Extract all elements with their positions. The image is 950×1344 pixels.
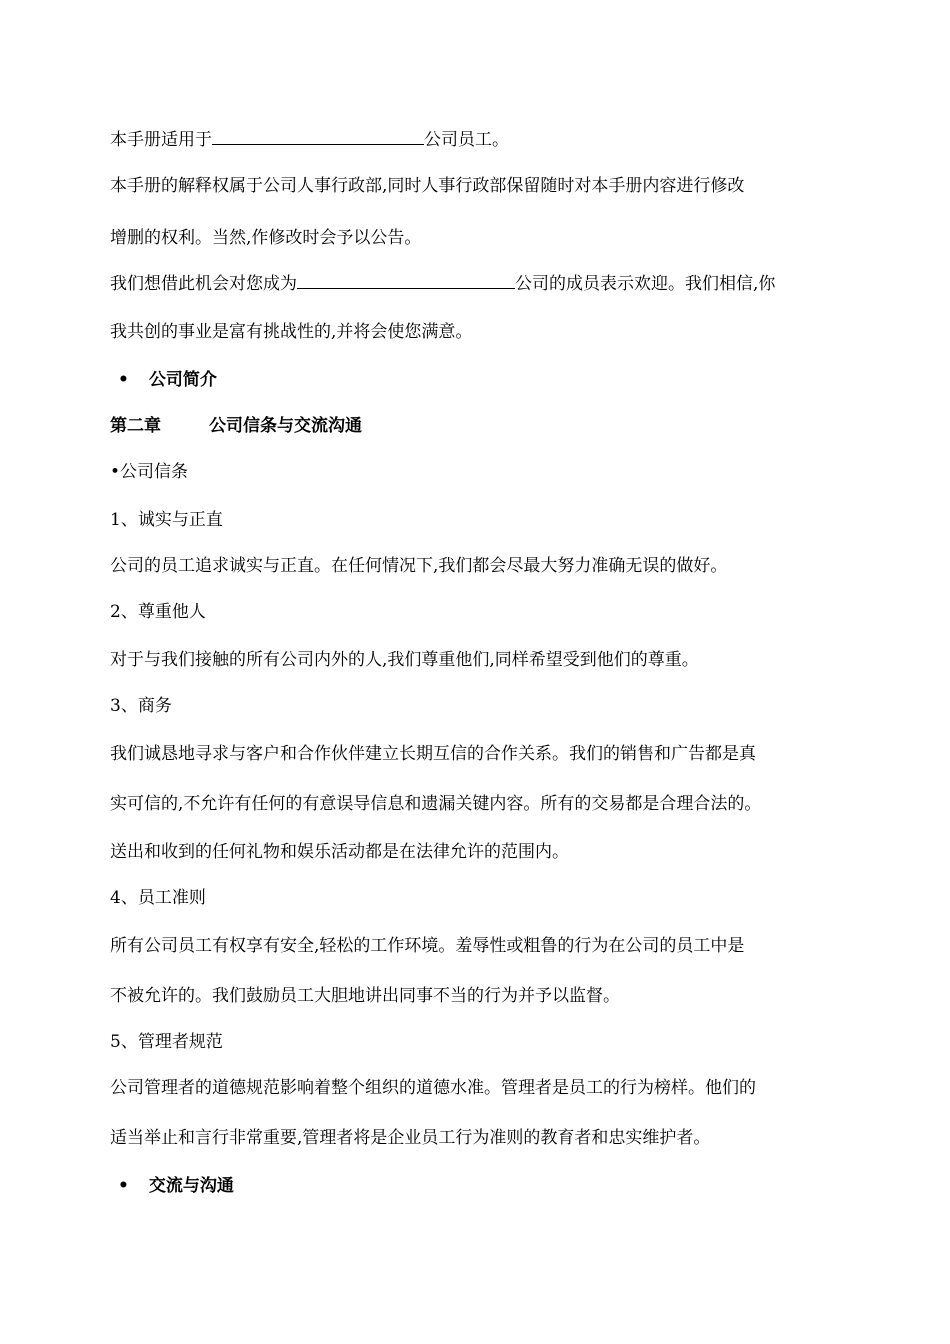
creed-item-text-4-2: 不被允许的。我们鼓励员工大胆地讲出同事不当的行为并予以监督。 [110, 986, 620, 1006]
interpretation-line-2: 增删的权利。当然,作修改时会予以公告。 [110, 228, 422, 248]
creed-item-title-3: 3、商务 [110, 696, 172, 716]
creed-item-text-4-1: 所有公司员工有权享有安全,轻松的工作环境。羞辱性或粗鲁的行为在公司的员工中是 [110, 936, 745, 956]
communication-heading [118, 1174, 234, 1198]
creed-item-text-2-1: 对于与我们接触的所有公司内外的人,我们尊重他们,同样希望受到他们的尊重。 [110, 650, 699, 670]
bullet-icon: • [118, 370, 129, 390]
chapter-title: 公司信条与交流沟通 [209, 416, 362, 436]
welcome-line-2: 我共创的事业是富有挑战性的,并将会使您满意。 [110, 322, 473, 342]
creed-item-text-3-3: 送出和收到的任何礼物和娱乐活动都是在法律允许的范围内。 [110, 842, 569, 862]
creed-item-text-3-2: 实可信的,不允许有任何的有意误导信息和遗漏关键内容。所有的交易都是合理合法的。 [110, 794, 762, 814]
welcome-prefix: 我们想借此机会对您成为 [110, 274, 297, 294]
creed-item-text-1-1: 公司的员工追求诚实与正直。在任何情况下,我们都会尽最大努力准确无误的做好。 [110, 556, 728, 576]
bullet-icon: • [118, 1176, 129, 1196]
creed-item-title-5: 5、管理者规范 [110, 1032, 223, 1052]
company-name-blank-2 [297, 270, 515, 289]
chapter-heading [110, 414, 362, 438]
company-intro-heading [118, 368, 217, 392]
company-intro-title: 公司简介 [148, 370, 217, 390]
creed-item-text-5-2: 适当举止和言行非常重要,管理者将是企业员工行为准则的教育者和忠实维护者。 [110, 1128, 711, 1148]
creed-heading: •公司信条 [110, 462, 189, 482]
creed-item-text-3-1: 我们诚恳地寻求与客户和合作伙伴建立长期互信的合作关系。我们的销售和广告都是真 [110, 744, 756, 764]
communication-title: 交流与沟通 [148, 1176, 234, 1196]
company-name-blank [212, 126, 424, 145]
applies-suffix: 公司员工。 [424, 130, 509, 150]
welcome-suffix: 公司的成员表示欢迎。我们相信,你 [515, 274, 776, 294]
creed-item-title-2: 2、尊重他人 [110, 602, 206, 622]
applies-to-line [110, 126, 509, 152]
interpretation-line-1: 本手册的解释权属于公司人事行政部,同时人事行政部保留随时对本手册内容进行修改 [110, 176, 745, 196]
applies-prefix: 本手册适用于 [110, 130, 212, 150]
creed-item-text-5-1: 公司管理者的道德规范影响着整个组织的道德水准。管理者是员工的行为榜样。他们的 [110, 1078, 756, 1098]
welcome-line-1 [110, 270, 775, 296]
creed-item-title-4: 4、员工准则 [110, 888, 206, 908]
creed-item-title-1: 1、诚实与正直 [110, 510, 223, 530]
chapter-number: 第二章 [110, 416, 161, 436]
